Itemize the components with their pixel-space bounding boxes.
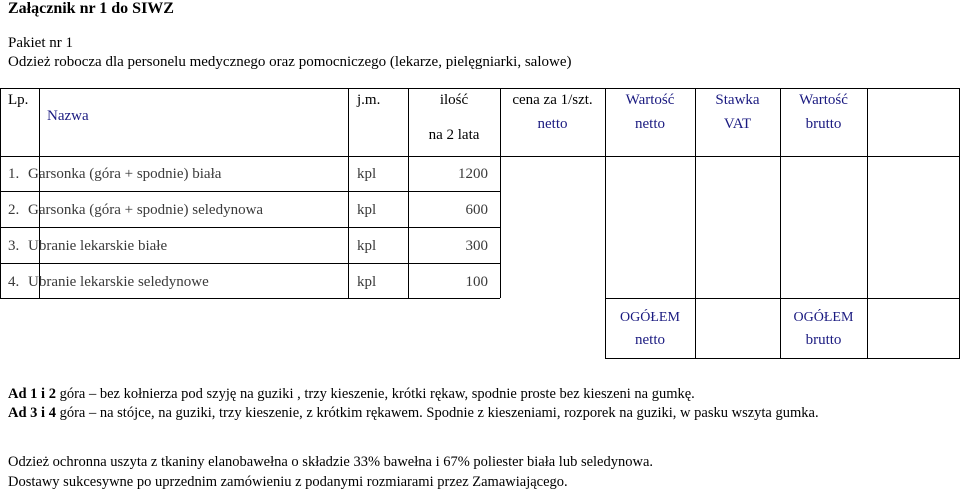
total-brutto-sub: brutto <box>805 332 842 348</box>
header-lp: Lp. <box>8 92 29 108</box>
row-jm: kpl <box>357 274 377 290</box>
note-ad12-label: Ad 1 i 2 <box>8 386 56 402</box>
row-jm: kpl <box>357 238 377 254</box>
header-ilosc-period: na 2 lata <box>428 127 480 143</box>
row-lp: 3. <box>8 238 20 254</box>
note-fabric: Odzież ochronna uszyta z tkaniny elanobawełna o składzie 33% bawełna i 67% poliester biała lub seledynowa. <box>8 454 654 470</box>
document-heading: Załącznik nr 1 do SIWZ <box>8 0 174 17</box>
header-cena: cena za 1/szt. <box>512 92 593 108</box>
row-ilosc: 100 <box>465 274 488 290</box>
package-title: Pakiet nr 1 <box>8 35 73 51</box>
row-jm: kpl <box>357 166 377 182</box>
note-delivery: Dostawy sukcesywne po uprzednim zamówieniu z podanymi rozmiarami przez Zamawiającego. <box>8 474 568 490</box>
note-ad12-text: góra – bez kołnierza pod szyję na guziki , trzy kieszenie, krótki rękaw, spodnie proste bez kieszeni na gumkę. <box>59 386 695 402</box>
row-lp: 2. <box>8 202 20 218</box>
total-netto-sub: netto <box>635 332 665 348</box>
header-nazwa: Nazwa <box>47 108 89 124</box>
total-brutto-label: OGÓŁEM <box>793 310 854 325</box>
header-jm: j.m. <box>357 92 381 108</box>
row-nazwa: Ubranie lekarskie białe <box>28 238 168 254</box>
note-ad34-label: Ad 3 i 4 <box>8 405 56 421</box>
header-stawka-vat: VAT <box>723 116 752 132</box>
header-stawka: Stawka <box>715 92 760 108</box>
row-jm: kpl <box>357 202 377 218</box>
row-nazwa: Garsonka (góra + spodnie) biała <box>28 166 222 182</box>
row-ilosc: 300 <box>465 238 488 254</box>
total-netto-label: OGÓŁEM <box>620 310 680 325</box>
row-lp: 4. <box>8 274 20 290</box>
header-wartosc-netto-2: netto <box>635 116 665 132</box>
row-lp: 1. <box>8 166 20 182</box>
header-ilosc: ilość <box>439 92 469 108</box>
header-wartosc-netto: Wartość <box>625 92 675 108</box>
header-wartosc-brutto-2: brutto <box>805 116 842 132</box>
header-wartosc-brutto: Wartość <box>799 92 848 108</box>
row-nazwa: Ubranie lekarskie seledynowe <box>28 274 209 290</box>
row-nazwa: Garsonka (góra + spodnie) seledynowa <box>28 202 264 218</box>
header-cena-netto: netto <box>537 116 568 132</box>
note-ad34 <box>8 405 819 422</box>
note-ad34-text: góra – na stójce, na guziki, trzy kieszenie, z krótkim rękawem. Spodnie z kieszeniami, rozporek na guziki, w pasku wszyta gumka. <box>59 405 819 421</box>
row-ilosc: 600 <box>465 202 488 218</box>
package-subtitle: Odzież robocza dla personelu medycznego oraz pomocniczego (lekarze, pielęgniarki, salowe) <box>8 54 572 70</box>
note-ad12 <box>8 386 695 403</box>
row-ilosc: 1200 <box>458 166 488 182</box>
